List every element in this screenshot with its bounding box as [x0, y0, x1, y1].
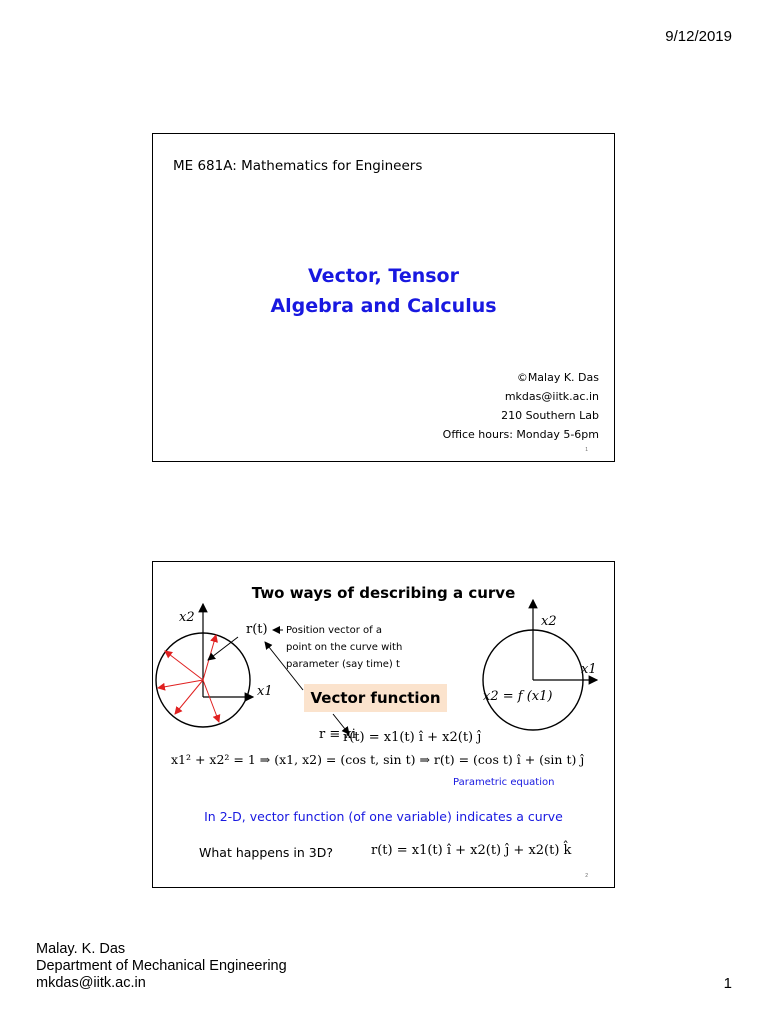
slide-number: 2 — [585, 873, 588, 879]
office-hours: Office hours: Monday 5-6pm — [442, 428, 599, 441]
title-line-2: Algebra and Calculus — [270, 295, 497, 317]
footer-name: Malay. K. Das — [36, 941, 126, 957]
rt-components-equation: r(t) = x1(t) î + x2(t) ĵ — [343, 730, 482, 745]
right-x2-label: x2 — [541, 614, 557, 629]
slide-title — [153, 261, 614, 321]
course-title: ME 681A: Mathematics for Engineers — [173, 158, 423, 174]
question-3d: What happens in 3D? — [199, 845, 333, 860]
title-line-1: Vector, Tensor — [308, 265, 459, 287]
slide-number: 1 — [585, 447, 588, 453]
equation-3d: r(t) = x1(t) î + x2(t) ĵ + x2(t) k̂ — [371, 843, 572, 858]
slide-2 — [152, 561, 615, 888]
slide-title: Two ways of describing a curve — [251, 584, 516, 602]
position-vector-note: Position vector of a point on the curve with parameter (say time) t — [286, 625, 403, 670]
page-number: 1 — [723, 975, 732, 992]
footer-email: mkdas@iitk.ac.in — [36, 975, 146, 991]
curve-diagram — [153, 562, 616, 889]
right-x1-label: x1 — [581, 662, 597, 677]
slide-1 — [152, 133, 615, 462]
left-x1-label: x1 — [257, 684, 273, 699]
vector-function-box: Vector function — [304, 684, 447, 712]
footer — [36, 941, 287, 992]
left-x2-label: x2 — [179, 610, 195, 625]
parametric-label: Parametric equation — [453, 777, 555, 788]
author-email: mkdas@iitk.ac.in — [504, 390, 599, 403]
author-info — [443, 368, 599, 444]
office-location: 210 Southern Lab — [501, 409, 599, 422]
explicit-equation: x2 = f (x1) — [483, 689, 553, 704]
circle-param-equation: x1² + x2² = 1 ⇒ (x1, x2) = (cos t, sin t) ⇒ r(t) = (cos t) î + (sin t) ĵ — [171, 752, 585, 767]
rt-label: r(t) — [246, 622, 268, 637]
author-name: ©Malay K. Das — [516, 371, 599, 384]
statement-2d: In 2-D, vector function (of one variable) indicates a curve — [204, 809, 563, 824]
r-equiv-equation: r ≡ xi — [319, 727, 356, 742]
date-header: 9/12/2019 — [665, 28, 732, 45]
footer-department: Department of Mechanical Engineering — [36, 958, 287, 974]
